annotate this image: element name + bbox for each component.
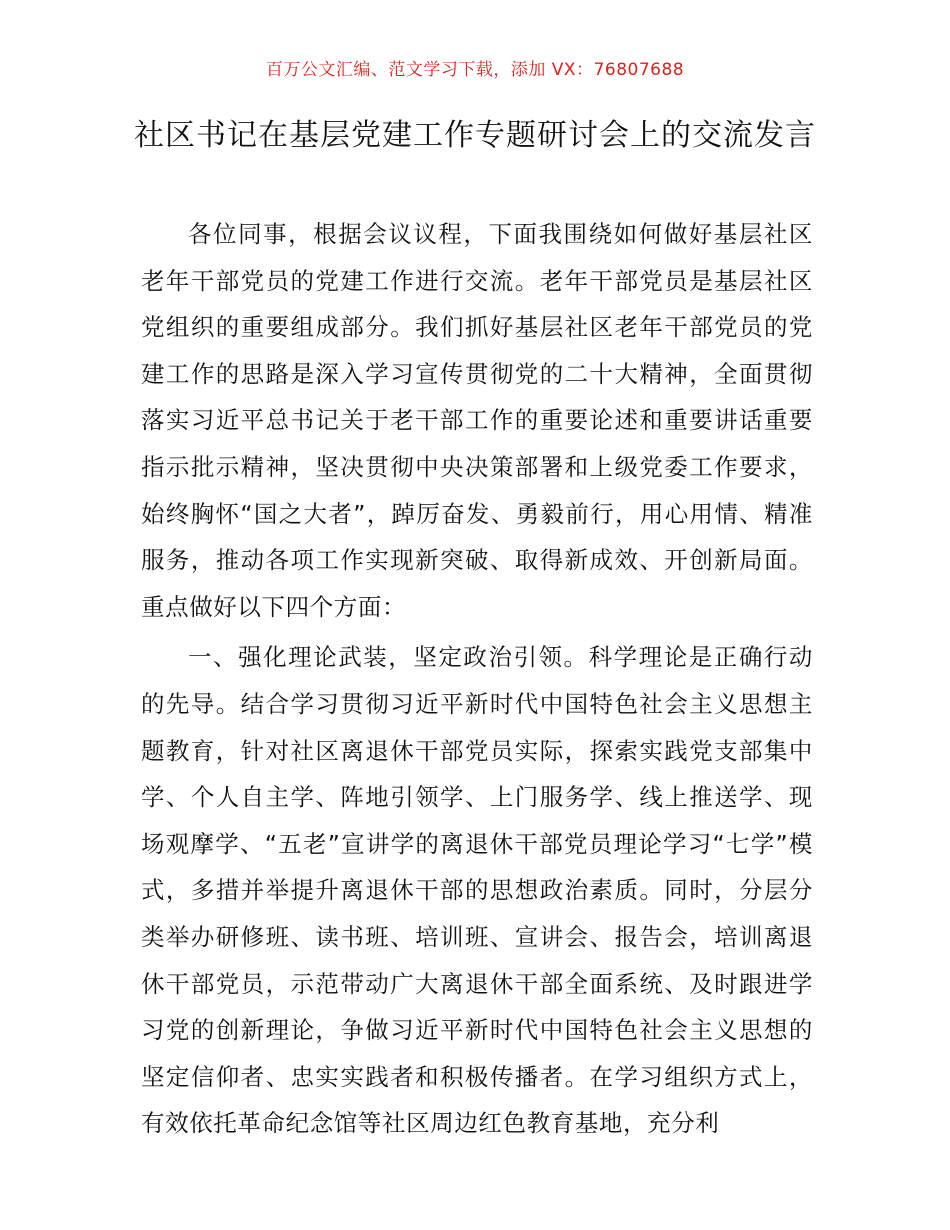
paragraph-intro: 各位同事，根据会议议程，下面我围绕如何做好基层社区老年干部党员的党建工作进行交流。老年干部党员是基层社区党组织的重要组成部分。我们抓好基层社区老年干部党员的党建工作的思路是深入学习宣传贯彻党的二十大精神，全面贯彻落实习近平总书记关于老干部工作的重要论述和重要讲话重要指示批示精神，坚决贯彻中央决策部署和上级党委工作要求，始终胸怀“国之大者”，踔厉奋发、勇毅前行，用心用情、精准服务，推动各项工作实现新突破、取得新成效、开创新局面。重点做好以下四个方面： bbox=[141, 220, 813, 621]
document-body bbox=[141, 211, 813, 1147]
paragraph-section-one: 一、强化理论武装，坚定政治引领。科学理论是正确行动的先导。结合学习贯彻习近平新时代中国特色社会主义思想主题教育，针对社区离退休干部党员实际，探索实践党支部集中学、个人自主学、阵地引领学、上门服务学、线上推送学、现场观摩学、“五老”宣讲学的离退休干部党员理论学习“七学”模式，多措并举提升离退休干部的思想政治素质。同时，分层分类举办研修班、读书班、培训班、宣讲会、报告会，培训离退休干部党员，示范带动广大离退休干部全面系统、及时跟进学习党的创新理论，争做习近平新时代中国特色社会主义思想的坚定信仰者、忠实实践者和积极传播者。在学习组织方式上，有效依托革命纪念馆等社区周边红色教育基地，充分利 bbox=[141, 643, 813, 1138]
promo-header-text: 百万公文汇编、范文学习下载，添加 VX：76807688 bbox=[265, 60, 685, 80]
document-title: 社区书记在基层党建工作专题研讨会上的交流发言 bbox=[134, 118, 816, 153]
